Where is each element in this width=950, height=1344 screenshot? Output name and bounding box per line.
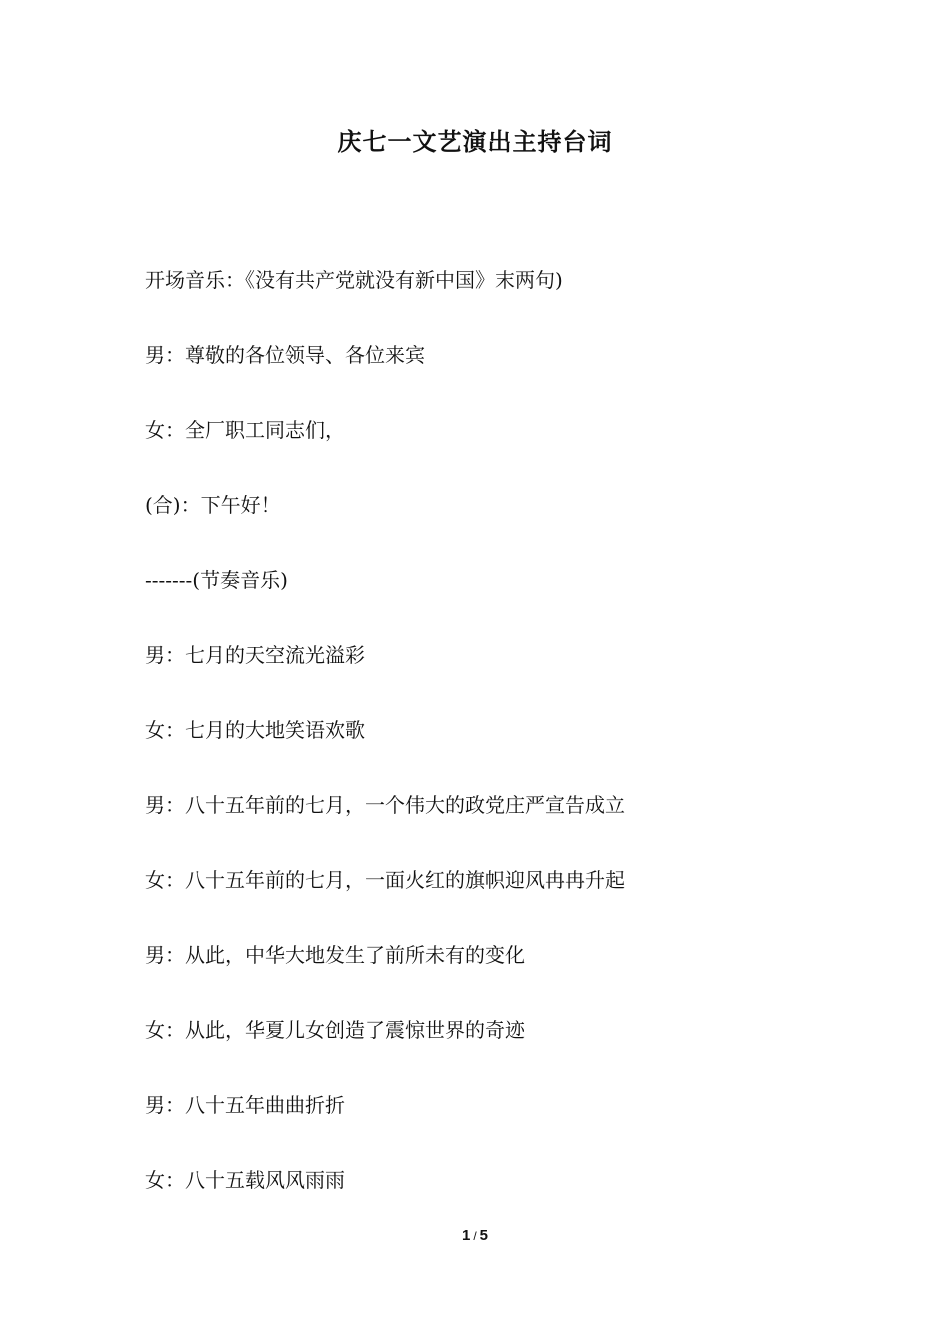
script-line: -------(节奏音乐) bbox=[145, 568, 288, 592]
script-line: 男：八十五年前的七月，一个伟大的政党庄严宣告成立 bbox=[145, 793, 625, 817]
page-separator: / bbox=[473, 1229, 477, 1243]
script-line: 男：尊敬的各位领导、各位来宾 bbox=[145, 343, 425, 367]
script-line: 男：七月的天空流光溢彩 bbox=[145, 643, 365, 667]
current-page: 1 bbox=[461, 1227, 471, 1244]
script-line: 女：从此，华夏儿女创造了震惊世界的奇迹 bbox=[145, 1018, 525, 1042]
script-line: 女：八十五载风风雨雨 bbox=[145, 1168, 345, 1192]
script-line: 男：从此，中华大地发生了前所未有的变化 bbox=[145, 943, 525, 967]
page-number bbox=[0, 1226, 950, 1246]
script-line: 男：八十五年曲曲折折 bbox=[145, 1093, 345, 1117]
script-line: 女：八十五年前的七月，一面火红的旗帜迎风冉冉升起 bbox=[145, 868, 625, 892]
document-title: 庆七一文艺演出主持台词 bbox=[337, 127, 613, 156]
script-line: 开场音乐：《没有共产党就没有新中国》末两句) bbox=[145, 268, 563, 292]
script-line: 女：全厂职工同志们， bbox=[145, 418, 345, 442]
script-body bbox=[145, 264, 845, 1239]
total-pages: 5 bbox=[479, 1227, 489, 1244]
script-line: (合)：下午好！ bbox=[145, 493, 281, 517]
script-line: 女：七月的大地笑语欢歌 bbox=[145, 718, 365, 742]
